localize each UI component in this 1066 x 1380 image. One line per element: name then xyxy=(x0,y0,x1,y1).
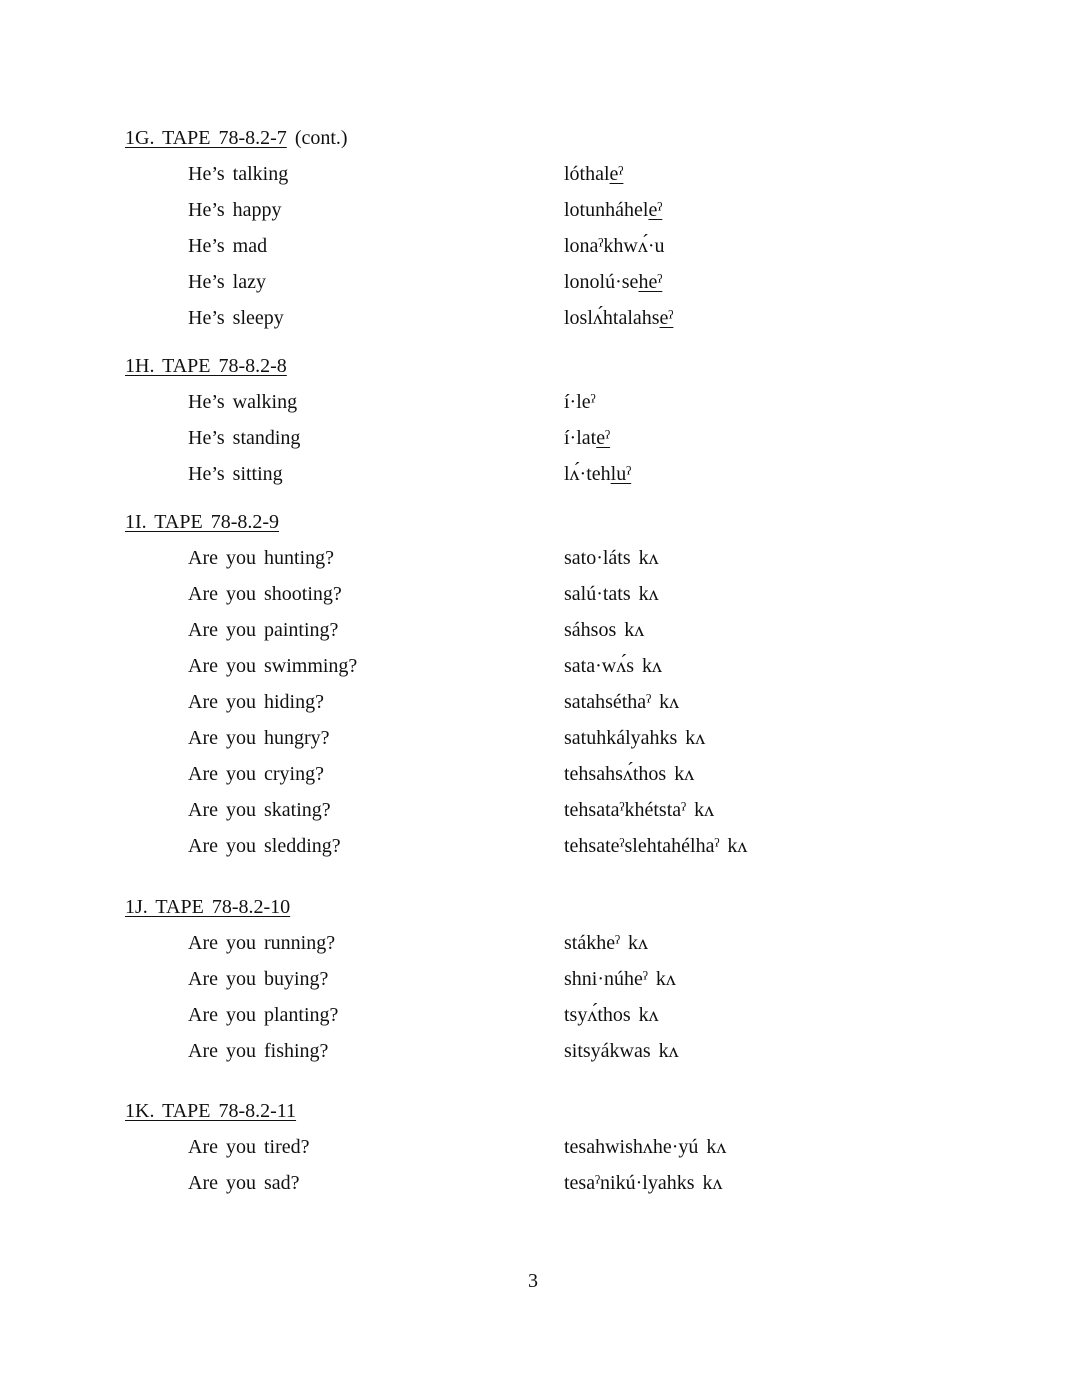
vocab-row xyxy=(0,1003,1066,1027)
english-phrase: Are you skating? xyxy=(188,799,331,821)
mohawk-phrase xyxy=(564,546,659,570)
underlined-segment: luˀ xyxy=(610,463,632,485)
mohawk-phrase xyxy=(564,618,644,642)
text-segment: satahséthaˀ kʌ xyxy=(564,691,680,713)
vocab-row xyxy=(0,234,1066,258)
section-code: 1I. TAPE 78-8.2-9 xyxy=(125,511,280,533)
text-segment: í·leˀ xyxy=(564,391,596,413)
vocab-row xyxy=(0,798,1066,822)
vocab-row xyxy=(0,931,1066,955)
mohawk-phrase xyxy=(564,762,694,786)
english-phrase: Are you sad? xyxy=(188,1172,300,1194)
section-heading xyxy=(125,126,348,150)
text-segment: satuhkályahks kʌ xyxy=(564,727,706,749)
english-phrase: Are you hungry? xyxy=(188,727,330,749)
underlined-segment: heˀ xyxy=(638,271,663,293)
mohawk-phrase xyxy=(564,690,679,714)
english-phrase: Are you running? xyxy=(188,932,336,954)
mohawk-phrase xyxy=(564,654,662,678)
english-phrase: Are you planting? xyxy=(188,1004,339,1026)
text-segment: sáhsos kʌ xyxy=(564,619,645,641)
text-segment: lotunháhel xyxy=(564,199,649,221)
vocab-row xyxy=(0,654,1066,678)
mohawk-phrase xyxy=(564,234,665,258)
vocab-row xyxy=(0,1135,1066,1159)
vocab-row xyxy=(0,462,1066,486)
english-phrase: He’s lazy xyxy=(188,271,266,293)
vocab-row xyxy=(0,270,1066,294)
vocab-row xyxy=(0,1171,1066,1195)
mohawk-phrase xyxy=(564,270,662,294)
page-number: 3 xyxy=(528,1270,538,1292)
vocab-row xyxy=(0,967,1066,991)
mohawk-phrase xyxy=(564,390,596,414)
text-segment: sitsyákwas kʌ xyxy=(564,1040,679,1062)
english-phrase: He’s sleepy xyxy=(188,307,284,329)
mohawk-phrase xyxy=(564,162,623,186)
english-phrase: Are you hunting? xyxy=(188,547,334,569)
text-segment: tehsataˀkhétstaˀ kʌ xyxy=(564,799,715,821)
english-phrase: Are you shooting? xyxy=(188,583,342,605)
english-phrase: Are you painting? xyxy=(188,619,339,641)
mohawk-phrase xyxy=(564,1171,723,1195)
vocab-row xyxy=(0,306,1066,330)
vocab-row xyxy=(0,1039,1066,1063)
section-code: 1H. TAPE 78-8.2-8 xyxy=(125,355,287,377)
mohawk-phrase xyxy=(564,426,610,450)
mohawk-phrase xyxy=(564,462,631,486)
english-phrase: He’s talking xyxy=(188,163,289,185)
english-phrase: Are you sledding? xyxy=(188,835,341,857)
vocab-row xyxy=(0,546,1066,570)
text-segment: lóthal xyxy=(564,163,610,185)
english-phrase: Are you hiding? xyxy=(188,691,324,713)
text-segment: tehsateˀslehtahélhaˀ kʌ xyxy=(564,835,748,857)
section-code: 1G. TAPE 78-8.2-7 xyxy=(125,127,287,149)
vocab-row xyxy=(0,834,1066,858)
text-segment: lʌ́·teh xyxy=(564,463,611,485)
mohawk-phrase xyxy=(564,726,705,750)
english-phrase: He’s standing xyxy=(188,427,301,449)
mohawk-phrase xyxy=(564,967,676,991)
vocab-row xyxy=(0,726,1066,750)
english-phrase: Are you crying? xyxy=(188,763,324,785)
text-segment: tehsahsʌ́thos kʌ xyxy=(564,763,695,785)
mohawk-phrase xyxy=(564,1039,679,1063)
underlined-segment: eˀ xyxy=(648,199,663,221)
text-segment: stákheˀ kʌ xyxy=(564,932,649,954)
mohawk-phrase xyxy=(564,1135,726,1159)
text-segment: í·lat xyxy=(564,427,597,449)
section-heading xyxy=(125,510,279,534)
section-code: 1J. TAPE 78-8.2-10 xyxy=(125,896,291,918)
vocab-row xyxy=(0,390,1066,414)
english-phrase: He’s walking xyxy=(188,391,298,413)
text-segment: lonolú·se xyxy=(564,271,639,293)
english-phrase: He’s sitting xyxy=(188,463,283,485)
english-phrase: Are you swimming? xyxy=(188,655,358,677)
vocab-row xyxy=(0,618,1066,642)
english-phrase: Are you tired? xyxy=(188,1136,310,1158)
vocab-row xyxy=(0,198,1066,222)
text-segment: tsyʌ́thos kʌ xyxy=(564,1004,659,1026)
underlined-segment: eˀ xyxy=(596,427,611,449)
underlined-segment: eˀ xyxy=(659,307,674,329)
english-phrase: Are you fishing? xyxy=(188,1040,329,1062)
vocab-row xyxy=(0,582,1066,606)
text-segment: lonaˀkhwʌ́·u xyxy=(564,235,665,257)
vocab-row xyxy=(0,426,1066,450)
text-segment: tesaˀnikú·lyahks kʌ xyxy=(564,1172,723,1194)
section-code: 1K. TAPE 78-8.2-11 xyxy=(125,1100,297,1122)
mohawk-phrase xyxy=(564,798,714,822)
mohawk-phrase xyxy=(564,198,662,222)
section-heading xyxy=(125,1099,296,1123)
section-heading xyxy=(125,354,287,378)
text-segment: tesahwishʌhe·yú kʌ xyxy=(564,1136,727,1158)
text-segment: sata·wʌ́s kʌ xyxy=(564,655,662,677)
section-heading xyxy=(125,895,290,919)
mohawk-phrase xyxy=(564,1003,659,1027)
english-phrase: He’s happy xyxy=(188,199,282,221)
mohawk-phrase xyxy=(564,306,673,330)
vocab-row xyxy=(0,762,1066,786)
text-segment: loslʌ́htalahs xyxy=(564,307,660,329)
mohawk-phrase xyxy=(564,582,659,606)
section-suffix: (cont.) xyxy=(294,127,348,149)
mohawk-phrase xyxy=(564,931,648,955)
text-segment: sato·láts kʌ xyxy=(564,547,659,569)
underlined-segment: eˀ xyxy=(609,163,624,185)
vocab-row xyxy=(0,162,1066,186)
english-phrase: Are you buying? xyxy=(188,968,329,990)
mohawk-phrase xyxy=(564,834,747,858)
vocab-row xyxy=(0,690,1066,714)
text-segment: shni·núheˀ kʌ xyxy=(564,968,676,990)
text-segment: salú·tats kʌ xyxy=(564,583,659,605)
english-phrase: He’s mad xyxy=(188,235,268,257)
